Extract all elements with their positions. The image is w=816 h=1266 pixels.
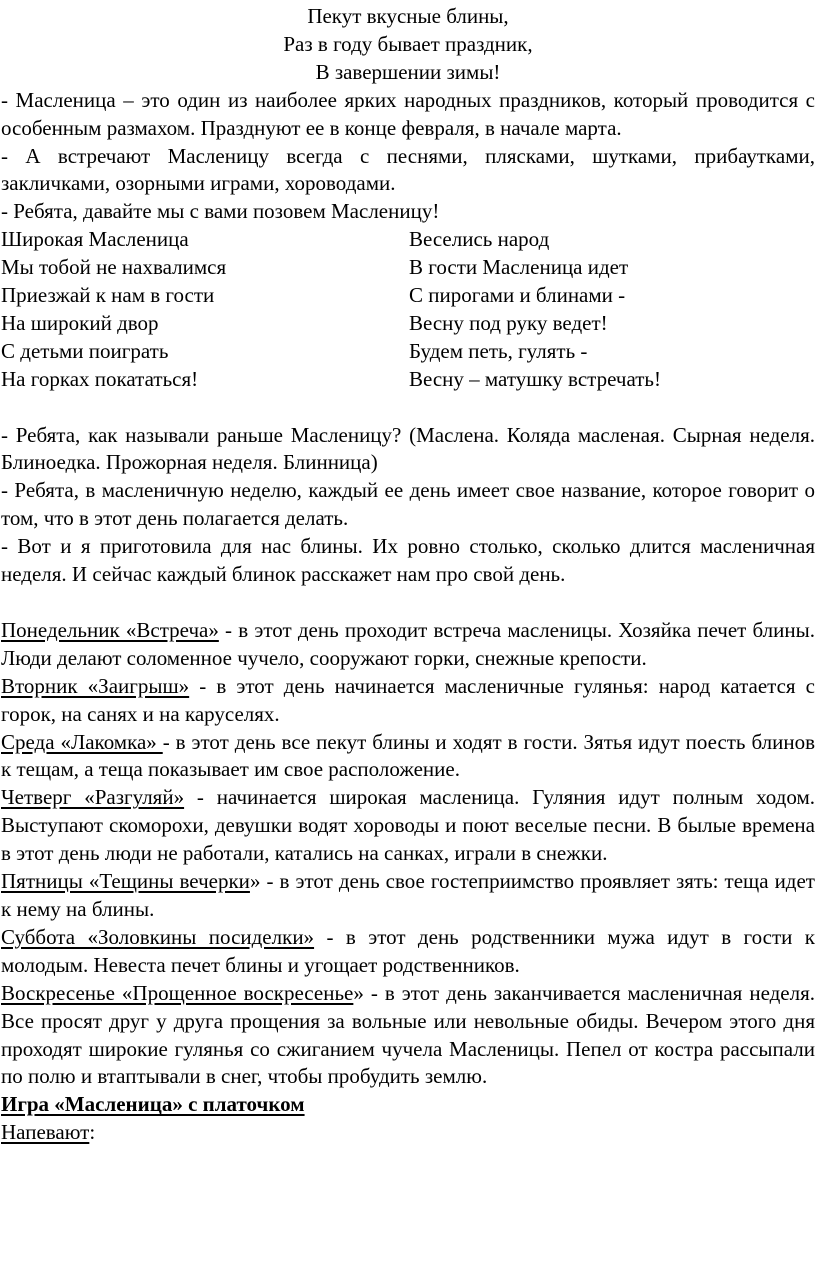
intro-paragraphs [1,87,815,227]
day-tuesday [1,673,815,729]
poem-line: Мы тобой не нахвалимся [1,255,227,280]
poem-line: Раз в году бывает праздник, [283,31,533,56]
paragraph: - Ребята, как называли раньше Масленицу? (Маслена. Коляда масленая. Сырная неделя. Блиноедка. Прожорная неделя. Блинница) [1,422,815,475]
days-list [1,617,815,1091]
day-title: Вторник «Заигрыш» [1,673,190,698]
day-monday [1,617,815,673]
day-title: Среда «Лакомка» [1,729,163,754]
poem-line: В гости Масленица идет [409,255,629,280]
day-text: - в этот день начинается масленичные гулянья: народ катается с горок, на санях и на каруселях. [1,673,815,726]
sing-line [1,1119,815,1147]
paragraph: - Ребята, давайте мы с вами позовем Масленицу! [1,199,440,224]
paragraph: - Вот и я приготовила для нас блины. Их ровно столько, сколько длится масленичная неделя. И сейчас каждый блинок расскажет нам про свой день. [1,534,815,587]
day-title: Пятницы «Тещины вечерки [1,869,250,894]
call-poem-right-column [409,226,815,393]
call-poem-left-column [1,226,409,393]
poem-line: Будем петь, гулять - [409,338,588,363]
day-thursday [1,784,815,868]
day-friday [1,868,815,924]
poem-line: Веселись народ [409,227,550,252]
paragraph: - А встречают Масленицу всегда с песнями, плясками, шутками, прибаутками, закличками, озорными играми, хороводами. [1,143,815,196]
poem-line: С детьми поиграть [1,338,169,363]
call-poem [1,226,815,393]
day-title: Суббота «Золовкины посиделки» [1,924,315,949]
poem-line: На широкий двор [1,310,159,335]
sing-suffix: : [89,1120,96,1145]
day-text: - в этот день проходит встреча масленицы. Хозяйка печет блины. Люди делают соломенное чучело, сооружают горки, снежные крепости. [1,617,815,670]
day-text: - в этот день родственники мужа идут в гости к молодым. Невеста печет блины и угощает родственников. [1,924,815,977]
day-text: - в этот день все пекут блины и ходят в гости. Зятья идут поесть блинов к тещам, а теща показывает им свое расположение. [1,729,815,782]
day-title: Понедельник «Встреча» [1,617,219,642]
poem-line: Широкая Масленица [1,227,189,252]
day-wednesday [1,729,815,785]
paragraph: - Масленица – это один из наиболее ярких народных праздников, который проводится с особенным размахом. Празднуют ее в конце февраля, в начале марта. [1,87,815,140]
day-title: Воскресенье «Прощенное воскресенье [1,980,354,1005]
poem-line: Пекут вкусные блины, [307,4,509,28]
day-title: Четверг «Разгуляй» [1,785,185,810]
blank-line [1,589,815,617]
poem-line: На горках покататься! [1,366,199,391]
day-saturday [1,924,815,980]
paragraph: - Ребята, в масленичную неделю, каждый ее день имеет свое название, которое говорит о том, что в этот день полагается делать. [1,478,815,531]
poem-line: В завершении зимы! [315,59,501,84]
game-title: Игра «Масленица» с платочком [1,1092,305,1117]
intro-poem [1,3,815,87]
poem-line: Весну под руку ведет! [409,310,608,335]
blank-line [1,394,815,422]
document-content [1,3,815,1147]
question-paragraphs [1,422,815,589]
day-text: » - в этот день свое гостеприимство проявляет зять: теща идет к нему на блины. [1,869,815,921]
day-text: - начинается широкая масленица. Гуляния идут полным ходом. Выступают скоморохи, девушки водят хороводы и поют веселые песни. В былые времена в этот день люди не работали, катались на санках, играли в снежки. [1,785,815,866]
poem-line: Приезжай к нам в гости [1,283,215,308]
poem-line: С пирогами и блинами - [409,283,626,308]
poem-line: Весну – матушку встречать! [409,366,661,391]
day-text: » - в этот день заканчивается масленичная неделя. Все просят друг у друга прощения за вольные или невольные обиды. Вечером этого дня проходят широкие гулянья со сжиганием чучела Масленицы. Пепел от костра рассыпали по полю и втаптывали в снег, чтобы пробудить землю. [1,980,816,1089]
sing-label: Напевают [1,1120,90,1145]
day-sunday [1,980,815,1092]
